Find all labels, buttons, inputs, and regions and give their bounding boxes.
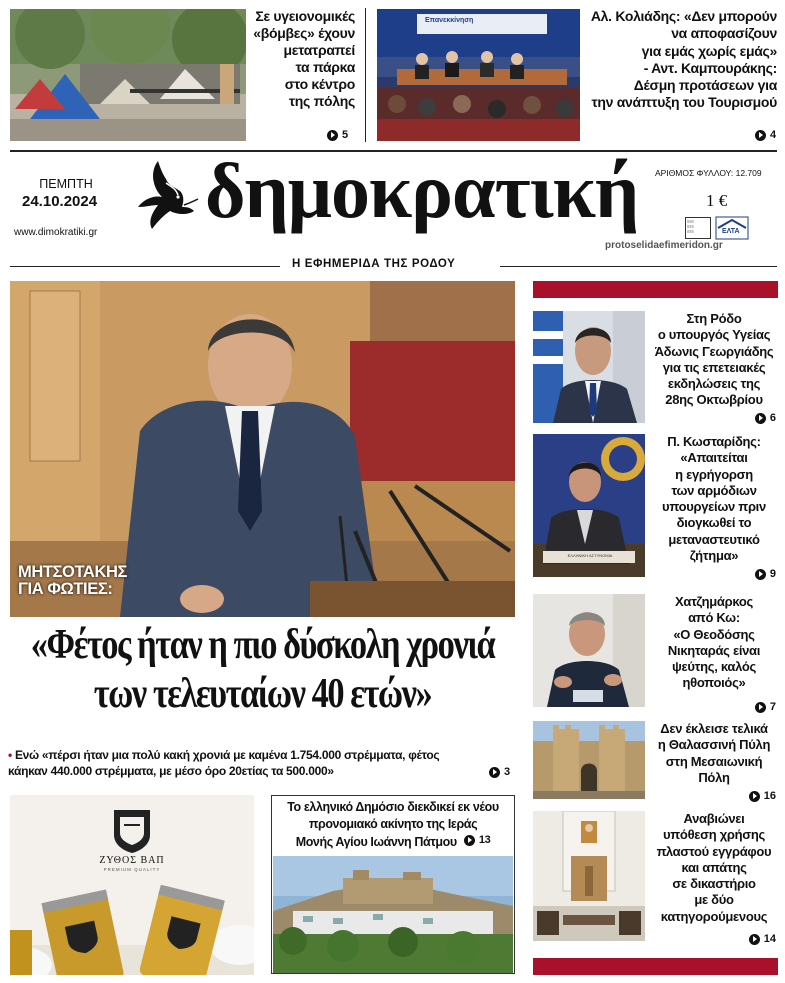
main-lede[interactable]	[8, 747, 518, 779]
sidebar-line: η εγρήγορση	[675, 466, 753, 482]
name-plate: ΕΛΛΗΝΙΚΗ ΑΣΤΥΝΟΜΙΑ	[567, 553, 613, 558]
sidebar-line: Αναβιώνει	[683, 811, 745, 826]
teaser-line: να αποφασίζουν	[671, 25, 777, 42]
sidebar-story-court[interactable]	[533, 811, 778, 947]
sidebar-line: στη Μεσαιωνική	[665, 753, 763, 769]
lede-text: Ενώ «πέρσι ήταν μια πολύ κακή χρονιά με καμένα 1.754.000 στρέμματα, φέτος	[14, 748, 440, 762]
sidebar-headline	[650, 721, 778, 786]
dove-logo	[132, 157, 204, 233]
page-ref[interactable]	[489, 766, 510, 778]
teaser-line: - Αντ. Καμπουράκης:	[643, 59, 777, 76]
page-ref[interactable]	[755, 568, 776, 580]
sidebar-accent-bar-bottom	[533, 958, 778, 975]
sidebar-line: Π. Κωσταρίδης:	[667, 434, 761, 449]
hatzimarkos-photo	[533, 594, 645, 707]
sidebar-line: μεταναστευτικό	[668, 531, 760, 547]
sidebar-line: εκδηλώσεις της	[667, 376, 761, 392]
ad-tagline: PREMIUM QUALITY	[103, 867, 161, 872]
page-number: 3	[504, 766, 511, 778]
main-headline[interactable]	[30, 621, 495, 719]
sidebar-line: Άδωνις Γεωργιάδης	[654, 343, 774, 359]
arrow-icon	[755, 702, 766, 713]
sidebar-headline	[650, 434, 778, 564]
issue-day: ΠΕΜΠΤΗ	[39, 177, 93, 191]
watermark[interactable]: protoselidaefimeridon.gr	[605, 240, 723, 251]
park-tents-photo	[10, 9, 246, 141]
top-right-teaser[interactable]	[583, 8, 777, 112]
teaser-line: την ανάπτυξη του Τουρισμού	[591, 94, 777, 111]
arrow-icon	[755, 413, 766, 424]
teaser-line: της πόλης	[288, 93, 355, 109]
sidebar-line: Δεν έκλεισε τελικά	[660, 721, 768, 736]
price: 1 €	[706, 191, 728, 210]
sidebar-line: «Ο Θεοδόσης	[673, 626, 755, 642]
elta-text: ΕΛΤΑ	[722, 228, 740, 235]
page-number: 5	[342, 129, 349, 141]
sidebar-line: ηθοποιός»	[682, 675, 746, 691]
patmos-headline	[272, 799, 514, 850]
sidebar-line: για τις επετειακές	[662, 359, 766, 375]
arrow-icon	[755, 569, 766, 580]
page-number: 4	[770, 129, 777, 141]
sidebar-line: η Θαλασσινή Πύλη	[657, 737, 771, 753]
sidebar-line: και απάτης	[681, 859, 747, 875]
masthead-bottom-rule-left	[10, 266, 280, 267]
teaser-line: τα πάρκα	[295, 59, 355, 75]
page-number: 14	[763, 933, 776, 945]
sidebar-line: ζήτημα»	[689, 548, 739, 564]
website-link[interactable]: www.dimokratiki.gr	[14, 227, 98, 238]
teaser-line: μετατραπεί	[283, 42, 355, 58]
conference-photo	[377, 9, 580, 141]
teaser-line: για εμάς χωρίς εμάς»	[641, 42, 777, 59]
courtroom-photo	[533, 811, 645, 941]
sidebar-line: 28ης Οκτωβρίου	[665, 392, 763, 408]
page-number: 9	[769, 568, 776, 580]
sidebar-line: διογκωθεί το	[676, 515, 752, 531]
teaser-line: «βόμβες» έχουν	[253, 25, 355, 41]
page-number: 16	[763, 790, 776, 802]
teaser-line: Δέσμη προτάσεων για	[633, 77, 777, 94]
headline-line: των τελευταίων 40 ετών»	[93, 671, 432, 717]
patmos-box[interactable]	[271, 795, 515, 974]
newspaper-title: δημοκρατική	[205, 147, 639, 234]
teaser-line: στο κέντρο	[284, 76, 355, 92]
page-ref[interactable]	[464, 832, 490, 849]
patmos-line	[272, 832, 514, 850]
sidebar-line: των αρμόδιων	[671, 482, 757, 498]
pm-speech-photo	[10, 281, 515, 617]
kicker-line: ΓΙΑ ΦΩΤΙΕΣ:	[18, 580, 113, 598]
masthead-bottom-rule-right	[500, 266, 777, 267]
page-ref[interactable]	[755, 129, 776, 141]
sidebar-story-kostaridis[interactable]	[533, 434, 778, 584]
ad-brand: ΖΥΘΟΣ ΒΑΠ	[99, 855, 165, 866]
page-ref[interactable]	[755, 701, 776, 713]
arrow-icon	[755, 130, 766, 141]
sidebar-line: «Απαιτείται	[680, 450, 748, 466]
sidebar-line: κατηγορούμενους	[660, 908, 768, 924]
page-ref[interactable]	[755, 412, 776, 424]
page-ref[interactable]	[749, 790, 776, 802]
georgiadis-photo	[533, 311, 645, 423]
sidebar-line: από Κω:	[688, 610, 740, 626]
page-ref[interactable]	[749, 933, 776, 945]
page-number: 7	[769, 701, 776, 713]
main-kicker	[18, 564, 127, 598]
sidebar-line: ψεύτης, καλός	[672, 659, 756, 675]
sidebar-line: Νικηταράς είναι	[667, 642, 761, 658]
sidebar-line: με δύο	[694, 892, 734, 908]
arrow-icon	[749, 934, 760, 945]
arrow-icon	[327, 130, 338, 141]
patmos-line: προνομιακό ακίνητο της Ιεράς	[308, 816, 478, 831]
column-divider	[365, 8, 366, 142]
sidebar-line: Στη Ρόδο	[686, 311, 742, 326]
beer-advertisement[interactable]	[10, 795, 254, 975]
arrow-icon	[489, 767, 500, 778]
postage-box: ≡≡≡ ≡≡≡ ≡≡≡	[685, 217, 711, 239]
page-number: 6	[769, 412, 776, 424]
elta-logo	[715, 216, 749, 240]
sidebar-headline	[650, 811, 778, 925]
page-number: 13	[478, 834, 491, 846]
sidebar-line: Πόλη	[698, 769, 730, 785]
sidebar-story-sea-gate[interactable]	[533, 721, 778, 805]
sidebar-line: υπόθεση χρήσης	[663, 827, 765, 843]
sidebar-story-hatzimarkos[interactable]	[533, 594, 778, 712]
headline-line: «Φέτος ήταν η πιο δύσκολη χρονιά	[30, 622, 495, 668]
issue-date: 24.10.2024	[22, 193, 98, 210]
teaser-line: Σε υγειονομικές	[255, 8, 355, 24]
teaser-line: Αλ. Κολιάδης: «Δεν μπορούν	[590, 8, 777, 24]
sidebar-story-georgiadis[interactable]	[533, 311, 778, 424]
patmos-line: Το ελληνικό Δημόσιο διεκδικεί εκ νέου	[287, 800, 499, 814]
page-ref[interactable]	[327, 129, 348, 141]
arrow-icon	[749, 791, 760, 802]
sidebar-headline	[650, 311, 778, 409]
kicker-line: ΜΗΤΣΟΤΑΚΗΣ	[18, 563, 127, 581]
banner-text: Επανεκκίνηση	[425, 17, 474, 24]
kostaridis-photo	[533, 434, 645, 577]
sidebar-line: σε δικαστήριο	[672, 876, 756, 892]
patmos-monastery-photo	[273, 856, 513, 973]
sidebar-line: ο υπουργός Υγείας	[657, 327, 771, 343]
issue-number: ΑΡΙΘΜΟΣ ΦΥΛΛΟΥ: 12.709	[655, 168, 762, 178]
sidebar-line: πλαστού εγγράφου	[656, 843, 772, 859]
sidebar-line: υπουργείων πριν	[662, 499, 766, 515]
sea-gate-photo	[533, 721, 645, 799]
patmos-line-text: Μονής Αγίου Ιωάννη Πάτμου	[295, 834, 457, 849]
sidebar-line: Χατζημάρκος	[675, 594, 753, 609]
top-left-teaser[interactable]	[250, 8, 355, 110]
sidebar-accent-bar-top	[533, 281, 778, 298]
masthead-subtitle: Η ΕΦΗΜΕΡΙΔΑ ΤΗΣ ΡΟΔΟΥ	[292, 258, 456, 270]
sidebar-headline	[650, 594, 778, 692]
bullet-icon: •	[8, 748, 15, 762]
arrow-icon	[464, 835, 475, 846]
lede-line	[8, 747, 518, 763]
lede-line: κάηκαν 440.000 στρέμματα, με μέσο όρο 20ετίας τα 500.000»	[8, 764, 334, 778]
